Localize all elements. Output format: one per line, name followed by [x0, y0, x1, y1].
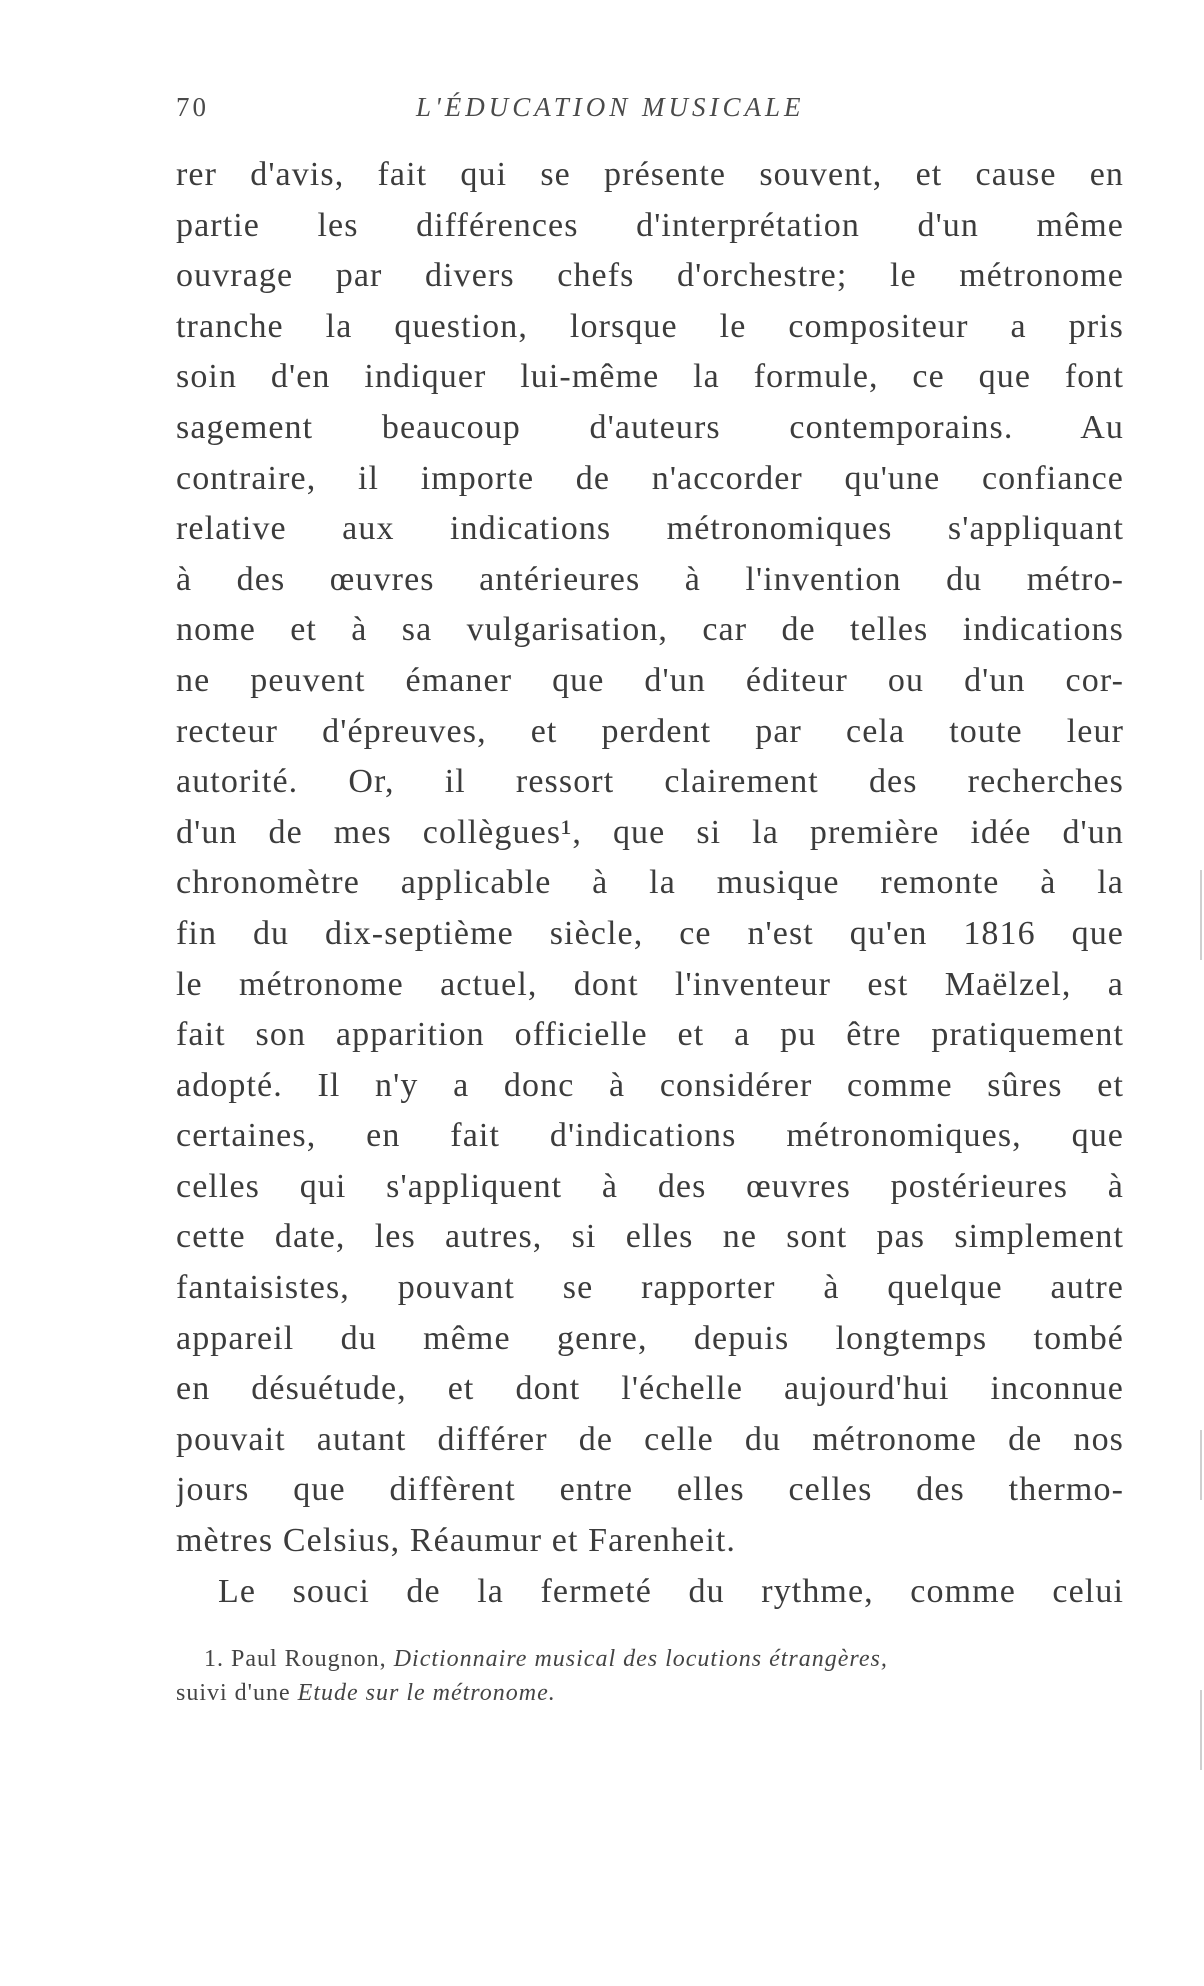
footnote-number: 1.: [204, 1646, 224, 1672]
running-title: L'ÉDUCATION MUSICALE: [416, 92, 805, 122]
text-line: recteur d'épreuves, et perdent par cela toute leur: [176, 712, 1124, 750]
text-line: celles qui s'appliquent à des œuvres postérieures à: [176, 1167, 1124, 1205]
text-line: autorité. Or, il ressort clairement des recherches: [176, 763, 1124, 801]
text-line: chronomètre applicable à la musique remonte à la: [176, 864, 1124, 902]
text-line: fait son apparition officielle et a pu être pratiquement: [176, 1016, 1124, 1054]
text-line: sagement beaucoup d'auteurs contemporains. Au: [176, 408, 1124, 446]
text-line: ne peuvent émaner que d'un éditeur ou d'un cor-: [176, 661, 1124, 699]
text-line: à des œuvres antérieures à l'invention du métro-: [176, 560, 1124, 598]
footnote-line-2: [176, 1676, 1124, 1710]
text-line: soin d'en indiquer lui-même la formule, ce que font: [176, 358, 1124, 396]
text-line-paragraph-end: mètres Celsius, Réaumur et Farenheit.: [176, 1522, 737, 1560]
text-line: fin du dix-septième siècle, ce n'est qu'en 1816 que: [176, 914, 1124, 952]
text-line: le métronome actuel, dont l'inventeur est Maëlzel, a: [176, 965, 1124, 1003]
text-line: adopté. Il n'y a donc à considérer comme sûres et: [176, 1066, 1124, 1104]
text-line: pouvait autant différer de celle du métronome de nos: [176, 1420, 1124, 1458]
text-line: fantaisistes, pouvant se rapporter à quelque autre: [176, 1269, 1124, 1307]
text-line: appareil du même genre, depuis longtemps tombé: [176, 1319, 1124, 1357]
body-text: [176, 150, 1124, 1617]
text-line-paragraph-start: Le souci de la fermeté du rythme, comme celui: [218, 1572, 1124, 1610]
footnote-line-1: [176, 1642, 1124, 1676]
text-line: relative aux indications métronomiques s'appliquant: [176, 510, 1124, 548]
text-line: ouvrage par divers chefs d'orchestre; le métronome: [176, 257, 1124, 295]
footnote-subtitle: Etude sur le métronome.: [297, 1680, 556, 1706]
page-edge-mark: [1200, 1690, 1202, 1770]
text-line: partie les différences d'interprétation d'un même: [176, 206, 1124, 244]
footnote-author: Paul Rougnon,: [231, 1646, 387, 1672]
page-number: 70: [176, 92, 209, 122]
text-line: d'un de mes collègues¹, que si la première idée d'un: [176, 813, 1124, 851]
text-line: rer d'avis, fait qui se présente souvent, et cause en: [176, 156, 1124, 193]
running-head: [176, 92, 1126, 132]
page-edge-mark: [1200, 1430, 1202, 1500]
text-line: jours que diffèrent entre elles celles des thermo-: [176, 1471, 1124, 1509]
page-edge-mark: [1200, 870, 1202, 960]
text-line: tranche la question, lorsque le compositeur a pris: [176, 307, 1124, 345]
text-line: cette date, les autres, si elles ne sont pas simplement: [176, 1218, 1124, 1256]
footnote-title: Dictionnaire musical des locutions étrangères,: [393, 1646, 888, 1672]
text-line: contraire, il importe de n'accorder qu'une confiance: [176, 459, 1124, 497]
text-line: en désuétude, et dont l'échelle aujourd'hui inconnue: [176, 1370, 1124, 1408]
footnotes: [176, 1642, 1124, 1710]
text-line: certaines, en fait d'indications métronomiques, que: [176, 1117, 1124, 1155]
text-line: nome et à sa vulgarisation, car de telles indications: [176, 611, 1124, 649]
footnote-prefix: suivi d'une: [176, 1680, 291, 1706]
